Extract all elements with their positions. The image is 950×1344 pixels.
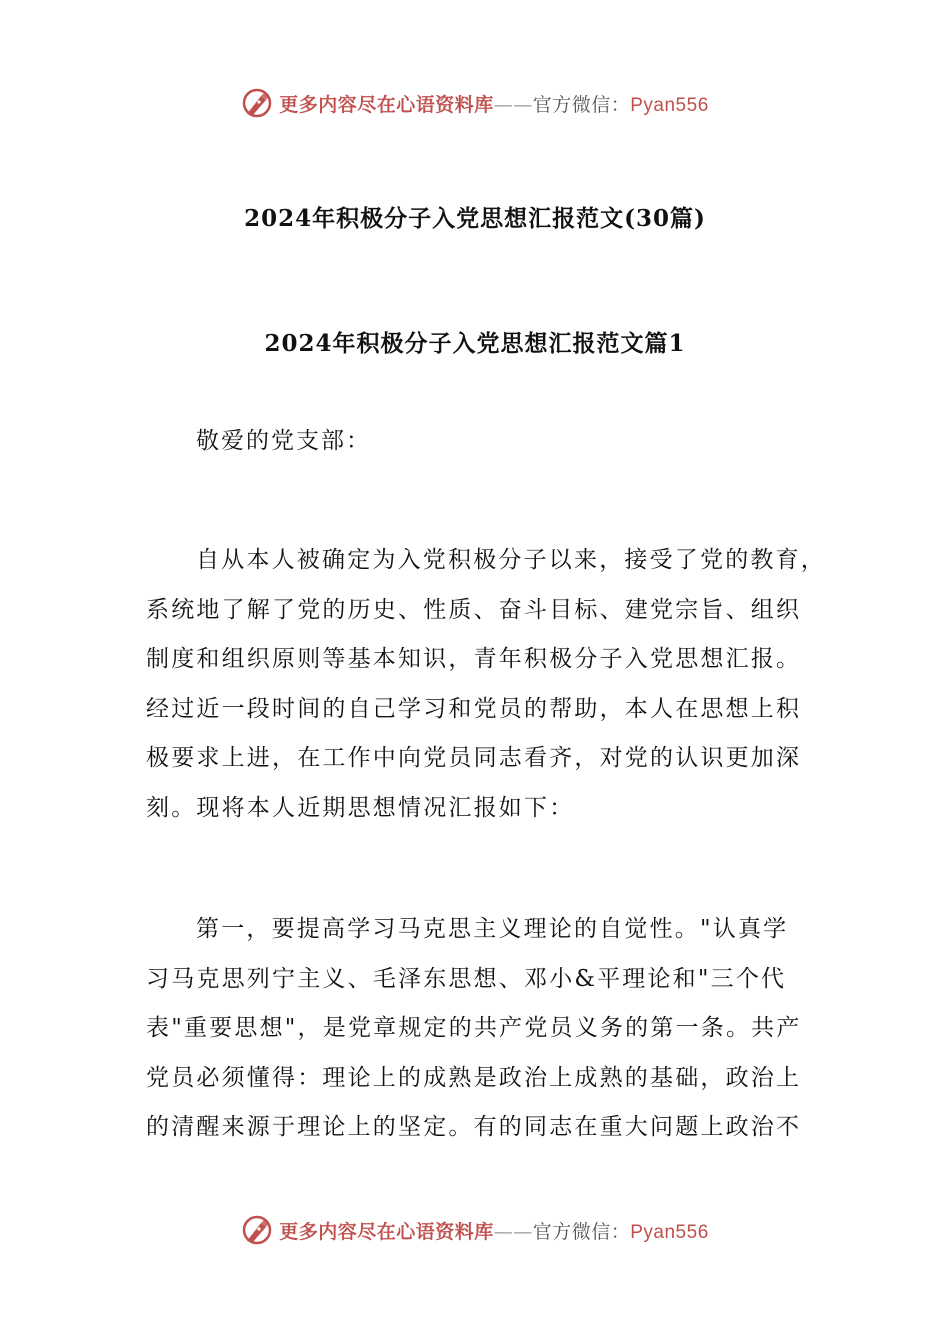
watermark-separator: —— <box>493 93 533 116</box>
watermark-label: 官方微信： <box>532 1220 631 1243</box>
header-watermark <box>0 83 950 123</box>
paragraph-line: 经过近一段时间的自己学习和党员的帮助，本人在思想上积 <box>146 695 802 722</box>
paragraph-line: 自从本人被确定为入党积极分子以来，接受了党的教育， <box>196 547 826 573</box>
pen-nib-circle-logo-icon <box>241 87 273 119</box>
paragraph-line: 的清醒来源于理论上的坚定。有的同志在重大问题上政治不 <box>146 1114 802 1140</box>
footer-watermark <box>0 1210 950 1250</box>
watermark-brand: 更多内容尽在心语资料库 <box>279 93 494 116</box>
document-title: 2024年积极分子入党思想汇报范文(30篇) <box>244 205 706 232</box>
section-title: 2024年积极分子入党思想汇报范文篇1 <box>264 330 686 357</box>
watermark-text <box>279 1217 709 1244</box>
paragraph-line: 第一，要提高学习马克思主义理论的自觉性。"认真学 <box>196 916 789 942</box>
watermark-text <box>279 90 709 117</box>
watermark-handle: Pyan556 <box>630 1221 709 1243</box>
pen-nib-circle-logo-icon <box>241 1214 273 1246</box>
watermark-brand: 更多内容尽在心语资料库 <box>279 1220 494 1243</box>
paragraph-line: 表"重要思想"，是党章规定的共产党员义务的第一条。共产 <box>146 1015 802 1041</box>
paragraph-2 <box>146 905 806 1153</box>
watermark-handle: Pyan556 <box>630 94 709 116</box>
paragraph-line: 极要求上进，在工作中向党员同志看齐，对党的认识更加深 <box>146 745 802 771</box>
paragraph-line: 制度和组织原则等基本知识，青年积极分子入党思想汇报。 <box>146 646 802 672</box>
paragraph-line: 系统地了解了党的历史、性质、奋斗目标、建党宗旨、组织 <box>146 596 802 623</box>
watermark-separator: —— <box>493 1220 533 1243</box>
paragraph-line: 党员必须懂得：理论上的成熟是政治上成熟的基础，政治上 <box>146 1064 802 1091</box>
paragraph-line: 习马克思列宁主义、毛泽东思想、邓小&平理论和"三个代 <box>146 965 787 992</box>
salutation: 敬爱的党支部： <box>196 428 371 454</box>
paragraph-1 <box>146 536 826 833</box>
watermark-label: 官方微信： <box>532 93 631 116</box>
paragraph-line: 刻。现将本人近期思想情况汇报如下： <box>146 794 575 821</box>
